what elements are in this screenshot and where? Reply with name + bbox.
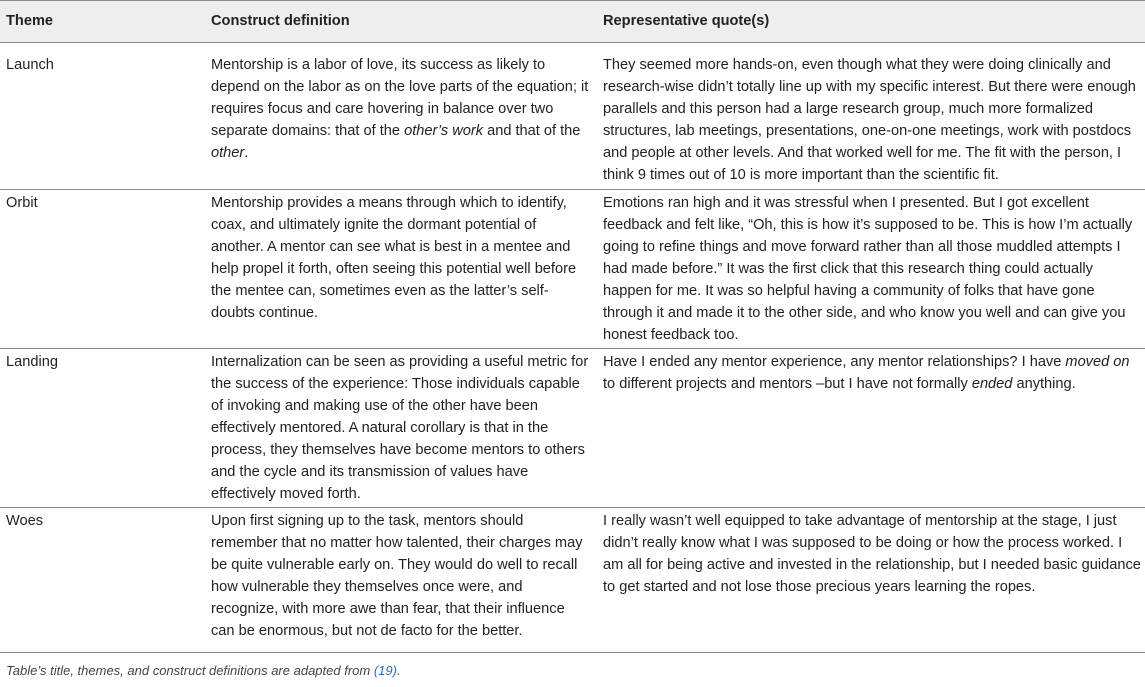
definition-text: and that of the xyxy=(483,123,581,139)
definition-cell xyxy=(205,43,597,190)
quote-text: Have I ended any mentor experience, any mentor relationships? I have xyxy=(603,354,1066,370)
quote-emphasis: moved on xyxy=(1065,354,1130,370)
theme-cell: Orbit xyxy=(0,190,205,349)
theme-cell: Woes xyxy=(0,508,205,653)
quote-cell: They seemed more hands-on, even though what they were doing clinically and research-wise didn’t totally line up with my specific interest. But there were enough parallels and this person had a large research group, much more formalized structures, lab meetings, presentations, one-on-one meetings, work with postdocs and people at other levels. And that worked well for me. The fit with the person, I think 9 times out of 10 is more important than the scientific fit. xyxy=(597,43,1145,190)
table-footnote xyxy=(0,653,1145,678)
table-header-row xyxy=(0,1,1145,43)
header-theme: Theme xyxy=(0,1,205,43)
header-construct-definition: Construct definition xyxy=(205,1,597,43)
definition-cell: Internalization can be seen as providing a useful metric for the success of the experience: Those individuals capable of invoking and making use of the other have been effectively mentored. A natural corollary is that in the process, they themselves have become mentors to others and the cycle and its transmission of values have effectively moved forth. xyxy=(205,349,597,508)
reference-link[interactable]: (19) xyxy=(373,663,397,678)
quote-cell: Emotions ran high and it was stressful when I presented. But I got excellent feedback and felt like, “Oh, this is how it’s supposed to be. This is how I’m actually going to refine things and move forward rather than all those muddled attempts I had made before.” It was the first click that this research thing could actually happen for me. It was so helpful having a community of folks that have gone through it and made it to the other side, and who know you well and can give you honest feedback too. xyxy=(597,190,1145,349)
definition-cell: Upon first signing up to the task, mentors should remember that no matter how talented, their charges may be quite vulnerable early on. They would do well to recall how vulnerable they themselves once were, and recognize, with more awe than fear, that their influence can be enormous, but not de facto for the better. xyxy=(205,508,597,653)
quote-cell xyxy=(597,349,1145,508)
footnote-text: Table’s title, themes, and construct definitions are adapted from xyxy=(6,663,374,678)
theme-cell: Launch xyxy=(0,43,205,190)
definition-text: Mentorship is a labor of love, its success as likely to depend on the labor as on the love parts of the equation; it requires focus and care hovering in balance over two separate domains: that of the xyxy=(211,57,589,139)
header-representative-quotes: Representative quote(s) xyxy=(597,1,1145,43)
quote-emphasis: ended xyxy=(971,376,1013,392)
table-row xyxy=(0,508,1145,653)
quote-text: to different projects and mentors –but I have not formally xyxy=(603,376,972,392)
footnote-end: . xyxy=(396,663,401,678)
table-row xyxy=(0,190,1145,349)
table-row xyxy=(0,43,1145,190)
quote-text: anything. xyxy=(1012,376,1076,392)
table-row xyxy=(0,349,1145,508)
definition-emphasis: other xyxy=(211,145,245,161)
theme-cell: Landing xyxy=(0,349,205,508)
definition-emphasis: other’s work xyxy=(404,123,484,139)
quote-cell: I really wasn’t well equipped to take advantage of mentorship at the stage, I just didn’t really know what I was supposed to be doing or how the process worked. I am all for being active and invested in the relationship, but I needed basic guidance to get started and not lose those precious years learning the ropes. xyxy=(597,508,1145,653)
definition-text: . xyxy=(244,145,249,161)
definition-cell: Mentorship provides a means through which to identify, coax, and ultimately ignite the dormant potential of another. A mentor can see what is best in a mentee and help propel it forth, often seeing this potential well before the mentee can, sometimes even as the latter’s self-doubts continue. xyxy=(205,190,597,349)
